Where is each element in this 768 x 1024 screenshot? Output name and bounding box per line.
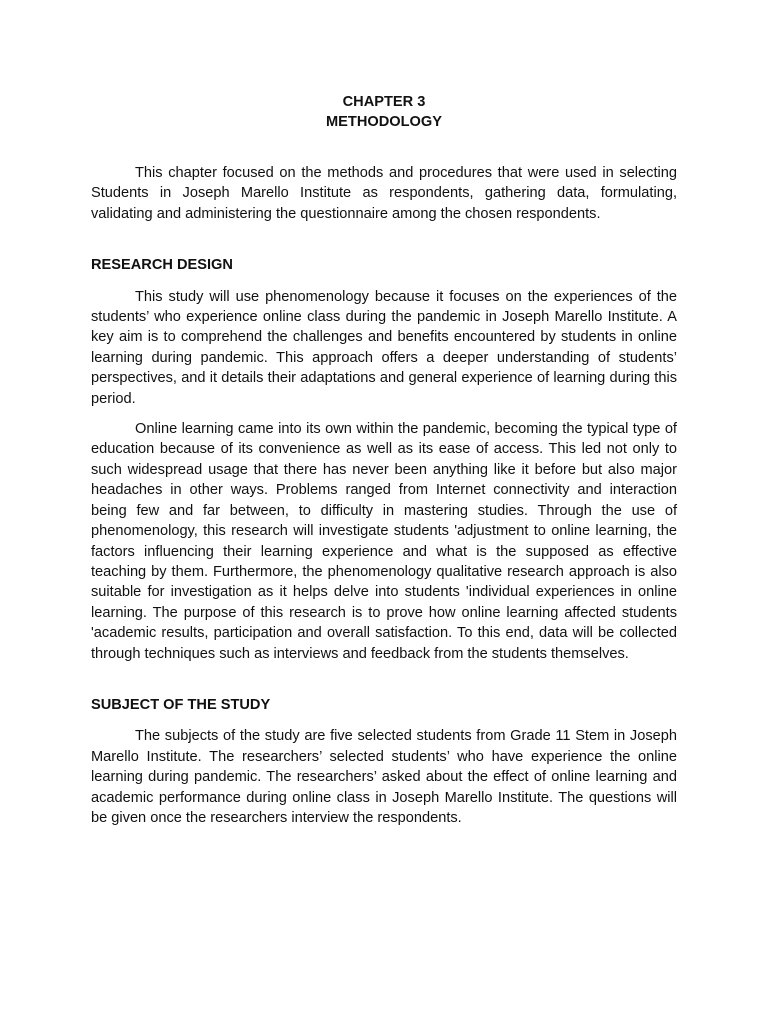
chapter-number: CHAPTER 3 [342, 94, 426, 110]
spacer [91, 409, 677, 419]
intro-paragraph: This chapter focused on the methods and procedures that were used in selecting Students in Joseph Marello Institute as respondents, gathering data, formulating, validating and administering the questionnaire among the chosen respondents. [91, 165, 677, 222]
spacer [91, 715, 677, 726]
research-design-paragraph-2: Online learning came into its own within the pandemic, becoming the typical type of education because of its convenience as well as its ease of access. This led not only to such widespread usage that there has never been anything like it before but also major headaches in other ways. Problems ranged from Internet connectivity and interaction being few and far between, to difficulty in mastering studies. Through the use of phenomenology, this research will investigate students 'adjustment to online learning, the factors influencing their learning experience and what is the supposed as effective teaching by them. Furthermore, the phenomenology qualitative research approach is also suitable for investigation as it helps delve into students 'individual experiences in online learning. The purpose of this research is to prove how online learning affected students 'academic results, participation and overall satisfaction. To this end, data will be collected through techniques such as interviews and feedback from the students themselves. [91, 421, 677, 662]
research-design-heading: RESEARCH DESIGN [91, 257, 233, 274]
subject-of-study-paragraph: The subjects of the study are five selected students from Grade 11 Stem in Joseph Marello Institute. The researchers’ selected students’ who have experience the online learning during pandemic. The researchers’ asked about the effect of online learning and academic performance during online class in Joseph Marello Institute. The questions will be given once the researchers interview the respondents. [91, 728, 677, 826]
spacer [91, 224, 677, 255]
research-design-paragraph-1: This study will use phenomenology because it focuses on the experiences of the students’ who experience online class during the pandemic in Joseph Marello Institute. A key aim is to comprehend the challenges and benefits encountered by students in online learning during pandemic. This approach offers a deeper understanding of students’ perspectives, and it details their adaptations and general experience of learning during this period. [91, 288, 677, 407]
spacer [91, 132, 677, 163]
spacer [91, 664, 677, 695]
chapter-title: METHODOLOGY [326, 113, 442, 130]
document-body [91, 93, 677, 828]
subject-of-study-heading: SUBJECT OF THE STUDY [91, 696, 271, 713]
spacer [91, 276, 677, 287]
